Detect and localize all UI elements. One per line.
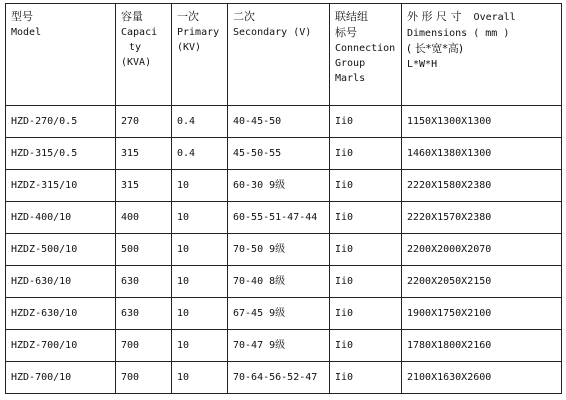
header-connection-en-2: Group (335, 58, 366, 69)
header-dimensions-line-4: L*W*H (407, 59, 438, 70)
cell-primary: 10 (172, 202, 228, 234)
transformer-spec-table (5, 3, 562, 394)
cell-group: Ii0 (330, 106, 402, 138)
cell-group: Ii0 (330, 298, 402, 330)
cell-model: HZDZ-630/10 (6, 298, 116, 330)
cell-primary: 0.4 (172, 138, 228, 170)
cell-model: HZD-315/0.5 (6, 138, 116, 170)
header-primary-en-1: Primary (177, 27, 220, 38)
header-model (6, 4, 116, 106)
cell-capacity: 400 (116, 202, 172, 234)
header-capacity (116, 4, 172, 106)
table-row (6, 234, 562, 266)
header-dimensions-cn: 外 形 尺 寸 (407, 10, 462, 23)
header-secondary-en: Secondary (V) (233, 27, 312, 38)
header-primary-cn: 一次 (177, 10, 199, 23)
header-dimensions-line-2: Dimensions ( mm ) (407, 28, 510, 39)
table-row (6, 138, 562, 170)
cell-secondary: 60-30 9级 (228, 170, 330, 202)
cell-capacity: 630 (116, 298, 172, 330)
cell-secondary: 70-64-56-52-47 (228, 362, 330, 394)
header-dimensions-en: Overall (473, 12, 516, 23)
cell-capacity: 700 (116, 330, 172, 362)
table-row (6, 106, 562, 138)
cell-secondary: 40-45-50 (228, 106, 330, 138)
cell-dimensions: 1150X1300X1300 (402, 106, 562, 138)
cell-dimensions: 1460X1380X1300 (402, 138, 562, 170)
header-model-cn: 型号 (11, 10, 33, 23)
table-row (6, 202, 562, 234)
cell-model: HZDZ-315/10 (6, 170, 116, 202)
header-secondary (228, 4, 330, 106)
cell-capacity: 270 (116, 106, 172, 138)
cell-secondary: 45-50-55 (228, 138, 330, 170)
cell-primary: 10 (172, 330, 228, 362)
cell-capacity: 500 (116, 234, 172, 266)
header-connection-group (330, 4, 402, 106)
cell-group: Ii0 (330, 330, 402, 362)
cell-model: HZD-630/10 (6, 266, 116, 298)
header-dimensions-line-1 (407, 9, 561, 26)
table-row (6, 298, 562, 330)
cell-primary: 10 (172, 362, 228, 394)
table-row (6, 330, 562, 362)
cell-model: HZDZ-700/10 (6, 330, 116, 362)
cell-group: Ii0 (330, 138, 402, 170)
header-connection-cn-1: 联结组 (335, 10, 368, 23)
cell-dimensions: 2200X2050X2150 (402, 266, 562, 298)
cell-model: HZD-700/10 (6, 362, 116, 394)
header-primary (172, 4, 228, 106)
cell-secondary: 70-50 9级 (228, 234, 330, 266)
header-row (6, 4, 562, 106)
table-row (6, 266, 562, 298)
cell-capacity: 630 (116, 266, 172, 298)
cell-model: HZDZ-500/10 (6, 234, 116, 266)
cell-capacity: 315 (116, 138, 172, 170)
table-row (6, 170, 562, 202)
cell-model: HZD-400/10 (6, 202, 116, 234)
cell-secondary: 70-40 8级 (228, 266, 330, 298)
cell-dimensions: 2100X1630X2600 (402, 362, 562, 394)
header-connection-en-3: Marls (335, 73, 366, 84)
cell-dimensions: 2220X1570X2380 (402, 202, 562, 234)
header-connection-cn-2: 标号 (335, 26, 357, 39)
cell-group: Ii0 (330, 266, 402, 298)
cell-group: Ii0 (330, 202, 402, 234)
cell-group: Ii0 (330, 234, 402, 266)
header-capacity-en-1: Capaci (121, 27, 158, 38)
header-capacity-en-3: (KVA) (121, 57, 152, 68)
cell-group: Ii0 (330, 362, 402, 394)
cell-primary: 10 (172, 266, 228, 298)
cell-capacity: 315 (116, 170, 172, 202)
header-primary-en-2: (KV) (177, 42, 202, 53)
cell-capacity: 700 (116, 362, 172, 394)
cell-secondary: 67-45 9级 (228, 298, 330, 330)
cell-primary: 0.4 (172, 106, 228, 138)
header-capacity-en-2: ty (129, 42, 142, 53)
header-connection-en-1: Connection (335, 43, 396, 54)
header-secondary-cn: 二次 (233, 10, 255, 23)
header-model-en: Model (11, 27, 42, 38)
cell-model: HZD-270/0.5 (6, 106, 116, 138)
cell-primary: 10 (172, 234, 228, 266)
cell-primary: 10 (172, 298, 228, 330)
cell-secondary: 70-47 9级 (228, 330, 330, 362)
cell-secondary: 60-55-51-47-44 (228, 202, 330, 234)
cell-dimensions: 1900X1750X2100 (402, 298, 562, 330)
header-dimensions (402, 4, 562, 106)
cell-dimensions: 1780X1800X2160 (402, 330, 562, 362)
cell-group: Ii0 (330, 170, 402, 202)
header-dimensions-line-3: ( 长*宽*高) (407, 42, 464, 55)
cell-dimensions: 2220X1580X2380 (402, 170, 562, 202)
table-row (6, 362, 562, 394)
cell-primary: 10 (172, 170, 228, 202)
header-capacity-cn: 容量 (121, 10, 143, 23)
cell-dimensions: 2200X2000X2070 (402, 234, 562, 266)
